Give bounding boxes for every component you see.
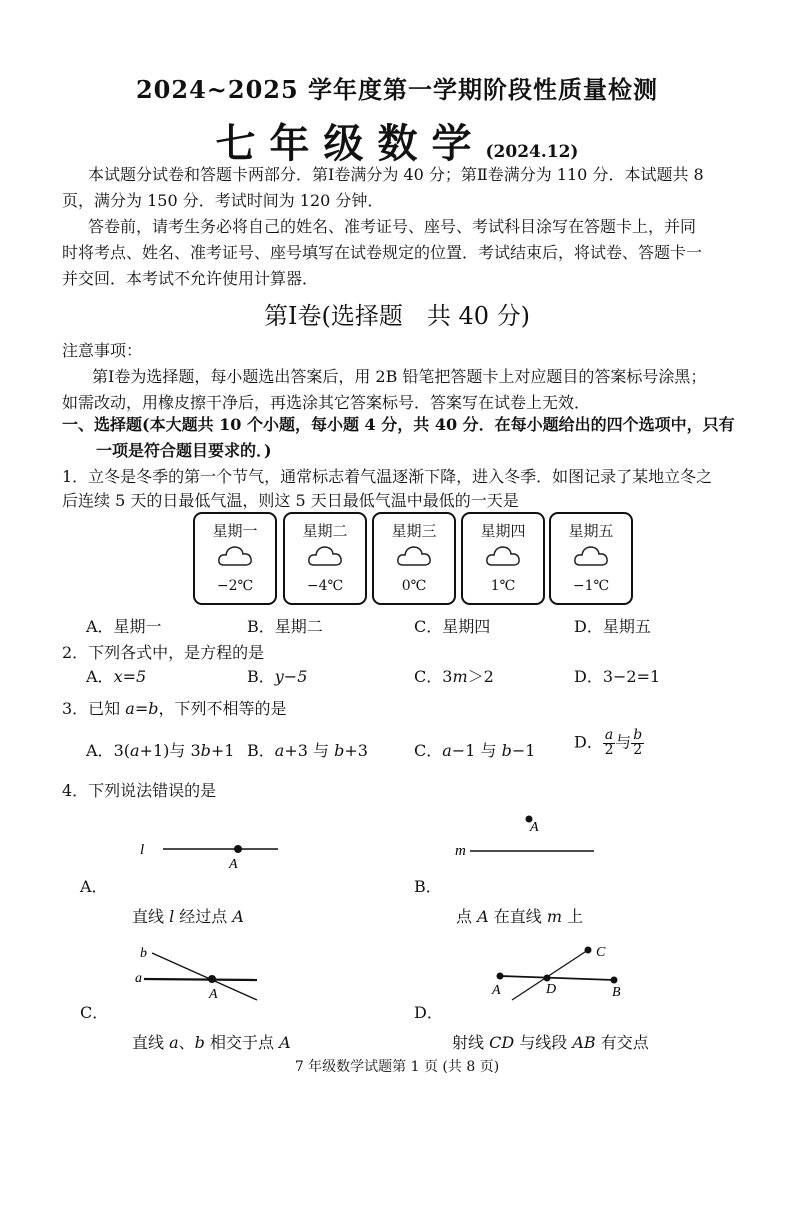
option-label: C． (414, 741, 443, 760)
point-label-a: A (530, 820, 539, 835)
cloud-icon (485, 544, 521, 568)
point-b (611, 977, 618, 984)
section-title: 第Ⅰ卷(选择题 共 40 分) (263, 302, 530, 330)
point-a (497, 973, 504, 980)
caption-part: 射线 (452, 1033, 490, 1052)
option-expr-part: +1 (210, 741, 235, 760)
q3-option-d (574, 728, 644, 758)
point-label-a: A (209, 987, 218, 1002)
option-var: a (442, 741, 452, 760)
q4-option-c-label: C． (80, 1003, 109, 1022)
caption-var: a (169, 1033, 179, 1052)
q2-option-a (86, 664, 146, 687)
line-label-l: l (140, 842, 145, 858)
exam-date: (2024.12) (485, 142, 579, 162)
caption-part: 点 (456, 907, 478, 926)
q3-stem (62, 696, 287, 719)
segment-ab (500, 976, 614, 980)
caption-part: 上 (562, 907, 584, 926)
stem-part: = (134, 699, 149, 718)
option-var: b (501, 741, 512, 760)
option-label: A． (86, 667, 114, 686)
stem-var: b (148, 699, 159, 718)
q4-option-c-caption (132, 1030, 291, 1053)
q3-option-a (86, 738, 234, 761)
q2-option-c (414, 664, 494, 687)
figure-c (130, 940, 270, 1004)
caption-var: l (169, 907, 175, 926)
denominator: 2 (633, 742, 643, 758)
intro-line-3: 答卷前，请考生务必将自己的姓名、准考证号、座号、考试科目涂写在答题卡上，并同 (88, 217, 697, 236)
numerator: b (633, 727, 643, 743)
option-expr: 3−2=1 (602, 667, 661, 686)
caption-part: 在直线 (488, 907, 547, 926)
cloud-icon (396, 544, 432, 568)
q4-stem: 4．下列说法错误的是 (62, 781, 217, 800)
part-instructions-1: 一、选择题(本大题共 10 个小题，每小题 4 分，共 40 分．在每小题给出的四个选项中，只有 (62, 415, 735, 434)
weather-day: 星期三 (391, 522, 437, 540)
option-expr-part: +1)与 3 (139, 741, 201, 760)
caption-part: 经过点 (174, 907, 233, 926)
option-var: a (129, 741, 140, 760)
numerator: a (604, 727, 614, 743)
fraction (603, 728, 615, 758)
weather-card-tue (283, 512, 367, 605)
weather-day: 星期一 (212, 522, 258, 540)
cloud-icon (573, 544, 609, 568)
notice-label: 注意事项： (62, 341, 143, 360)
option-label: B． (247, 667, 275, 686)
q4-option-b-caption (456, 904, 583, 927)
point-label-a: A (229, 857, 238, 872)
notice-line-1: 第Ⅰ卷为选择题，每小题选出答案后，用 2B 铅笔把答题卡上对应题目的答案标号涂黑； (92, 367, 707, 386)
option-expr-part: −1 (511, 741, 536, 760)
point-d (544, 975, 551, 982)
weather-temp: −2℃ (216, 578, 254, 594)
stem-part: 3．已知 (62, 699, 126, 718)
option-label: C． (414, 667, 443, 686)
weather-card-wed (372, 512, 456, 605)
q1-stem-line-2: 后连续 5 天的日最低气温，则这 5 天日最低气温中最低的一天是 (62, 491, 519, 510)
point-label-a: A (492, 983, 501, 998)
caption-var: m (546, 907, 563, 926)
caption-part: 直线 (132, 907, 170, 926)
q3-option-c (414, 738, 535, 761)
weather-card-fri (549, 512, 633, 605)
option-var: b (200, 741, 211, 760)
q2-stem: 2．下列各式中，是方程的是 (62, 643, 265, 662)
denominator: 2 (604, 742, 614, 758)
option-expr-part: +3 (344, 741, 368, 760)
option-expr-part: 3 (442, 667, 453, 686)
caption-part: 直线 (132, 1033, 170, 1052)
q3-option-b (247, 738, 368, 761)
fraction (631, 728, 644, 758)
intro-line-5: 并交回．本考试不允许使用计算器． (62, 269, 319, 288)
option-label: D． (574, 667, 603, 686)
q1-option-c: C．星期四 (414, 617, 491, 636)
page-footer: 7 年级数学试题第 1 页 (共 8 页) (294, 1059, 500, 1075)
line-b (152, 953, 257, 1000)
q2-option-b (247, 664, 307, 687)
figure-b (448, 808, 618, 864)
option-label: D． (574, 732, 603, 752)
weather-temp: −1℃ (572, 578, 610, 594)
cloud-icon (217, 544, 253, 568)
caption-var: CD (489, 1033, 515, 1052)
point-a (234, 845, 242, 853)
notice-line-2: 如需改动，用橡皮擦干净后，再选涂其它答案标号．答案写在试卷上无效． (62, 393, 591, 412)
caption-part: 、 (178, 1033, 195, 1052)
cloud-icon (307, 544, 343, 568)
weather-temp: 0℃ (401, 578, 427, 594)
stem-part: ，下列不相等的是 (158, 699, 287, 718)
q4-option-a-caption (132, 904, 244, 927)
point-label-d: D (546, 982, 557, 997)
option-expr: x=5 (113, 667, 147, 686)
option-expr: y−5 (274, 667, 308, 686)
caption-part: 相交于点 (204, 1033, 280, 1052)
q1-option-d: D．星期五 (574, 617, 651, 636)
caption-var: AB (572, 1033, 596, 1052)
line-label-m: m (455, 843, 466, 859)
option-expr-part: ＞2 (467, 667, 494, 686)
subject-name: 七年级数学 (215, 120, 486, 167)
figure-d (484, 938, 634, 1002)
subject-title (0, 112, 794, 169)
line-label-a: a (135, 971, 142, 986)
caption-var: A (477, 907, 489, 926)
option-expr-part: −1 与 (451, 741, 502, 760)
point-label-c: C (596, 945, 606, 960)
intro-line-2: 页，满分为 150 分．考试时间为 120 分钟． (62, 191, 384, 210)
caption-part: 与线段 (514, 1033, 573, 1052)
q4-option-a-label: A． (80, 877, 108, 896)
q2-option-d (574, 664, 660, 687)
intro-line-4: 时将考点、姓名、准考证号、座号填写在试卷规定的位置．考试结束后，将试卷、答题卡一 (62, 243, 703, 262)
weather-day: 星期二 (302, 522, 348, 540)
line-a (144, 979, 257, 980)
weather-temp: −4℃ (306, 578, 344, 594)
q1-option-a: A．星期一 (86, 617, 162, 636)
exam-title: 2024~2025 学年度第一学期阶段性质量检测 (135, 75, 659, 104)
caption-part: 有交点 (595, 1033, 649, 1052)
option-var: a (274, 741, 285, 760)
part-instructions-2: 一项是符合题目要求的．) (96, 441, 272, 460)
line-label-b: b (140, 946, 147, 961)
weather-temp: 1℃ (490, 578, 516, 594)
intro-line-1: 本试题分试卷和答题卡两部分．第Ⅰ卷满分为 40 分；第Ⅱ卷满分为 110 分．本试题共 8 (88, 165, 704, 184)
caption-var: A (232, 907, 244, 926)
option-var: b (334, 741, 345, 760)
weather-card-mon (193, 512, 277, 605)
option-expr-part: 与 (615, 732, 632, 752)
q4-option-d-caption (452, 1030, 649, 1053)
option-label: A． (86, 741, 114, 760)
point-c (585, 947, 592, 954)
weather-day: 星期五 (568, 522, 614, 540)
caption-var: A (279, 1033, 291, 1052)
weather-day: 星期四 (480, 522, 526, 540)
point-label-b: B (612, 985, 621, 1000)
stem-var: a (125, 699, 135, 718)
caption-var: b (194, 1033, 205, 1052)
option-label: B． (247, 741, 275, 760)
option-var: m (452, 667, 468, 686)
figure-a (130, 832, 290, 872)
q1-option-b: B．星期二 (247, 617, 323, 636)
option-expr-part: +3 与 (284, 741, 335, 760)
q4-option-d-label: D． (414, 1003, 443, 1022)
q4-option-b-label: B． (414, 877, 442, 896)
weather-card-thu (461, 512, 545, 605)
option-expr-part: 3( (113, 741, 130, 760)
q1-stem-line-1: 1．立冬是冬季的第一个节气，通常标志着气温逐渐下降，进入冬季．如图记录了某地立冬之 (62, 467, 713, 486)
point-a (208, 975, 216, 983)
